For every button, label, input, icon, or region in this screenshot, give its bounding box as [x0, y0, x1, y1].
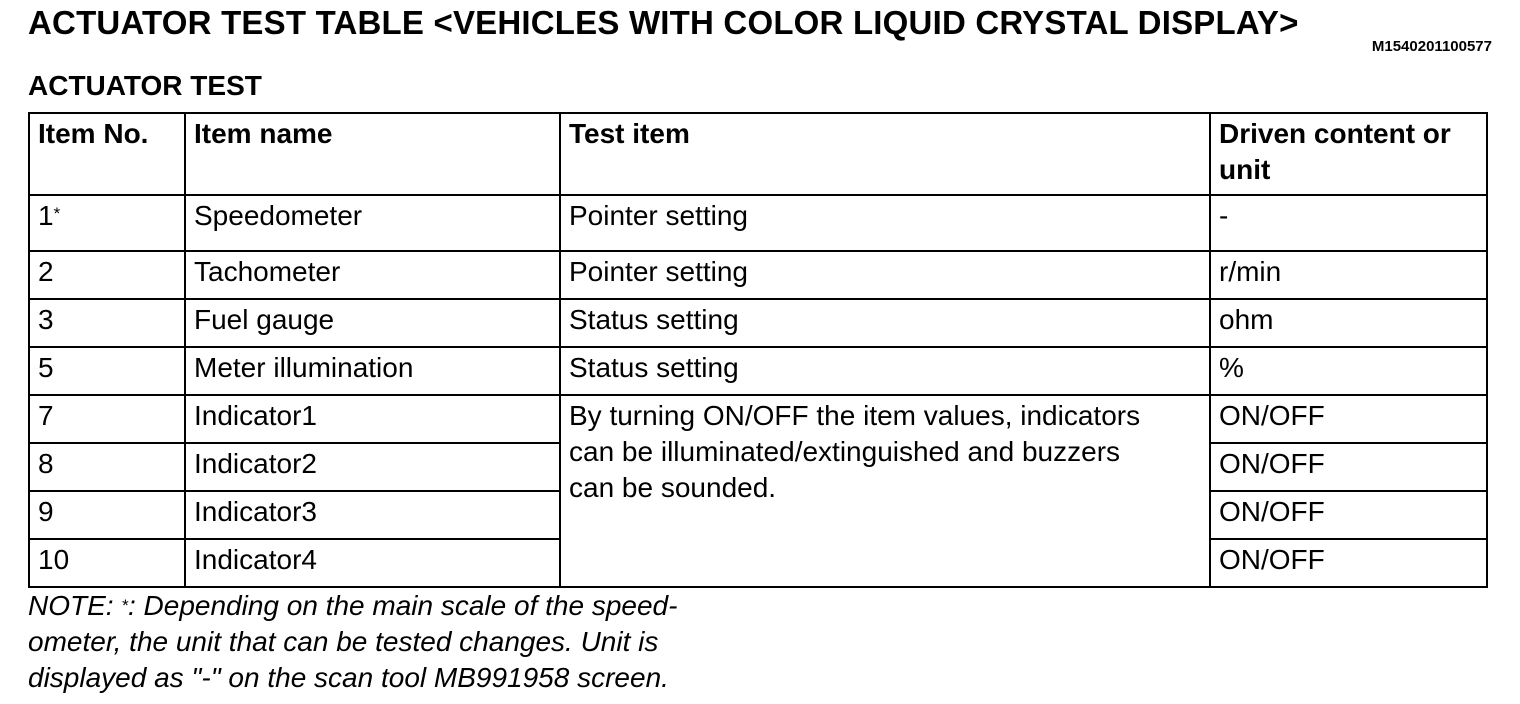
unit-cell: ON/OFF [1210, 539, 1487, 587]
item-no-cell: 8 [29, 443, 185, 491]
item-no-cell: 3 [29, 299, 185, 347]
merged-test-line: can be illuminated/extinguished and buzzers [569, 436, 1121, 467]
header-item-name: Item name [185, 113, 560, 195]
item-no-cell: 5 [29, 347, 185, 395]
item-name-cell: Indicator4 [185, 539, 560, 587]
unit-cell: % [1210, 347, 1487, 395]
unit-cell: ON/OFF [1210, 443, 1487, 491]
item-name-cell: Indicator3 [185, 491, 560, 539]
item-name-cell: Meter illumination [185, 347, 560, 395]
document-code: M1540201100577 [1371, 38, 1492, 55]
table-row [29, 347, 1487, 395]
item-name-cell: Indicator1 [185, 395, 560, 443]
test-item-cell: Pointer setting [560, 251, 1210, 299]
table-row [29, 251, 1487, 299]
note-line: displayed as "-" on the scan tool MB991958 screen. [28, 662, 669, 693]
item-no-cell: 7 [29, 395, 185, 443]
item-no-cell [29, 195, 185, 251]
item-no-cell: 9 [29, 491, 185, 539]
unit-cell: ohm [1210, 299, 1487, 347]
footnote-mark: * [53, 204, 61, 223]
note-text [28, 588, 677, 696]
item-name-cell: Tachometer [185, 251, 560, 299]
header-driven-content: Driven content or unit [1210, 113, 1487, 195]
document-title: ACTUATOR TEST TABLE <VEHICLES WITH COLOR LIQUID CRYSTAL DISPLAY> [28, 4, 1299, 41]
note-line: : Depending on the main scale of the speed- [127, 590, 678, 621]
test-item-cell: Pointer setting [560, 195, 1210, 251]
item-no-cell: 2 [29, 251, 185, 299]
unit-cell: r/min [1210, 251, 1487, 299]
item-name-cell: Indicator2 [185, 443, 560, 491]
unit-cell: - [1210, 195, 1487, 251]
item-name-cell: Fuel gauge [185, 299, 560, 347]
merged-test-item-cell [560, 395, 1210, 587]
test-item-cell: Status setting [560, 299, 1210, 347]
header-test-item: Test item [560, 113, 1210, 195]
table-row [29, 195, 1487, 251]
table-header-row [29, 113, 1487, 195]
header-item-no: Item No. [29, 113, 185, 195]
table-row [29, 299, 1487, 347]
item-name-cell: Speedometer [185, 195, 560, 251]
section-title: ACTUATOR TEST [28, 70, 262, 101]
test-item-cell: Status setting [560, 347, 1210, 395]
note-footnote-mark: * [121, 596, 128, 615]
item-no: 1 [38, 200, 54, 231]
table-row [29, 395, 1487, 443]
merged-test-line: can be sounded. [569, 472, 777, 503]
unit-cell: ON/OFF [1210, 395, 1487, 443]
actuator-test-table [28, 112, 1488, 588]
note-line: ometer, the unit that can be tested changes. Unit is [28, 626, 659, 657]
unit-cell: ON/OFF [1210, 491, 1487, 539]
item-no-cell: 10 [29, 539, 185, 587]
merged-test-line: By turning ON/OFF the item values, indicators [569, 400, 1141, 431]
note-prefix: NOTE: [28, 590, 122, 621]
